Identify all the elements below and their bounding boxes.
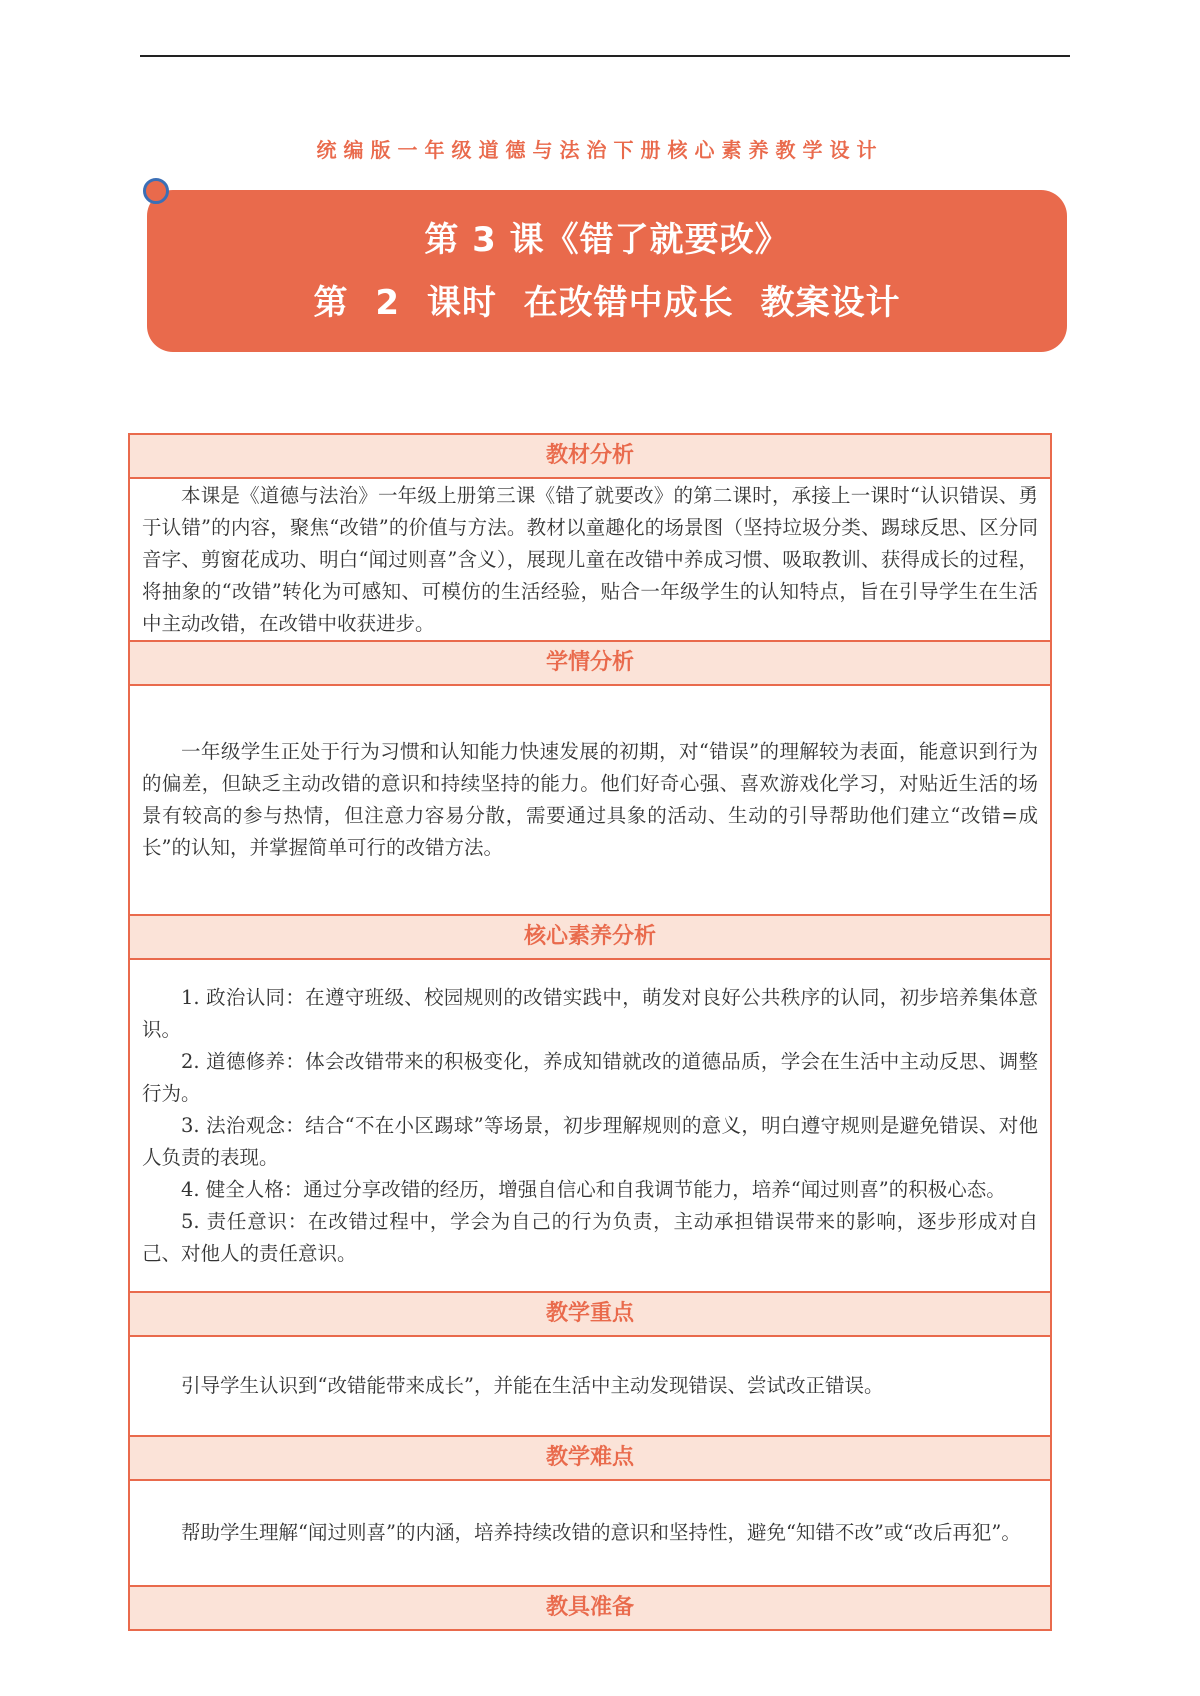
series-title: 统编版一年级道德与法治下册核心素养教学设计 <box>316 138 884 162</box>
section-body <box>130 1481 1050 1587</box>
decorative-circle <box>143 178 169 204</box>
paragraph: 引导学生认识到“改错能带来成长”，并能在生活中主动发现错误、尝试改正错误。 <box>181 1374 884 1397</box>
section-heading: 学情分析 <box>130 642 1050 686</box>
section-heading: 教学重点 <box>130 1293 1050 1337</box>
section-body <box>130 479 1050 642</box>
paragraph: 一年级学生正处于行为习惯和认知能力快速发展的初期，对“错误”的理解较为表面，能意识到行为的偏差，但缺乏主动改错的意识和持续坚持的能力。他们好奇心强、喜欢游戏化学习，对贴近生活的场景有较高的参与热情，但注意力容易分散，需要通过具象的活动、生动的引导帮助他们建立“改错=成长”的认知，并掌握简单可行的改错方法。 <box>142 740 1038 859</box>
paragraph: 3. 法治观念：结合“不在小区踢球”等场景，初步理解规则的意义，明白遵守规则是避免错误、对他人负责的表现。 <box>142 1113 1038 1169</box>
title-banner <box>147 190 1067 352</box>
lesson-title: 第 3 课《错了就要改》 <box>424 220 790 260</box>
lesson-plan-table <box>128 433 1052 1631</box>
section-body <box>130 686 1050 916</box>
top-rule <box>140 55 1070 57</box>
section-body <box>130 960 1050 1293</box>
section-heading: 教材分析 <box>130 435 1050 479</box>
section-heading: 教具准备 <box>130 1587 1050 1631</box>
paragraph: 4. 健全人格：通过分享改错的经历，增强自信心和自我调节能力，培养“闻过则喜”的积极心态。 <box>181 1177 1006 1201</box>
paragraph: 2. 道德修养：体会改错带来的积极变化，养成知错就改的道德品质，学会在生活中主动反思、调整行为。 <box>142 1049 1038 1105</box>
section-body <box>130 1337 1050 1437</box>
paragraph: 5. 责任意识：在改错过程中，学会为自己的行为负责，主动承担错误带来的影响，逐步形成对自己、对他人的责任意识。 <box>142 1209 1038 1265</box>
section-heading: 教学难点 <box>130 1437 1050 1481</box>
paragraph: 1. 政治认同：在遵守班级、校园规则的改错实践中，萌发对良好公共秩序的认同，初步培养集体意识。 <box>142 985 1038 1041</box>
paragraph: 帮助学生理解“闻过则喜”的内涵，培养持续改错的意识和坚持性，避免“知错不改”或“改后再犯”。 <box>181 1521 1021 1544</box>
section-heading: 核心素养分析 <box>130 916 1050 960</box>
paragraph: 本课是《道德与法治》一年级上册第三课《错了就要改》的第二课时，承接上一课时“认识错误、勇于认错”的内容，聚焦“改错”的价值与方法。教材以童趣化的场景图（坚持垃圾分类、踢球反思、区分同音字、剪窗花成功、明白“闻过则喜”含义），展现儿童在改错中养成习惯、吸取教训、获得成长的过程，将抽象的“改错”转化为可感知、可模仿的生活经验，贴合一年级学生的认知特点，旨在引导学生在生活中主动改错，在改错中收获进步。 <box>142 483 1038 635</box>
lesson-subtitle: 第 2 课时 在改错中成长 教案设计 <box>313 283 901 323</box>
